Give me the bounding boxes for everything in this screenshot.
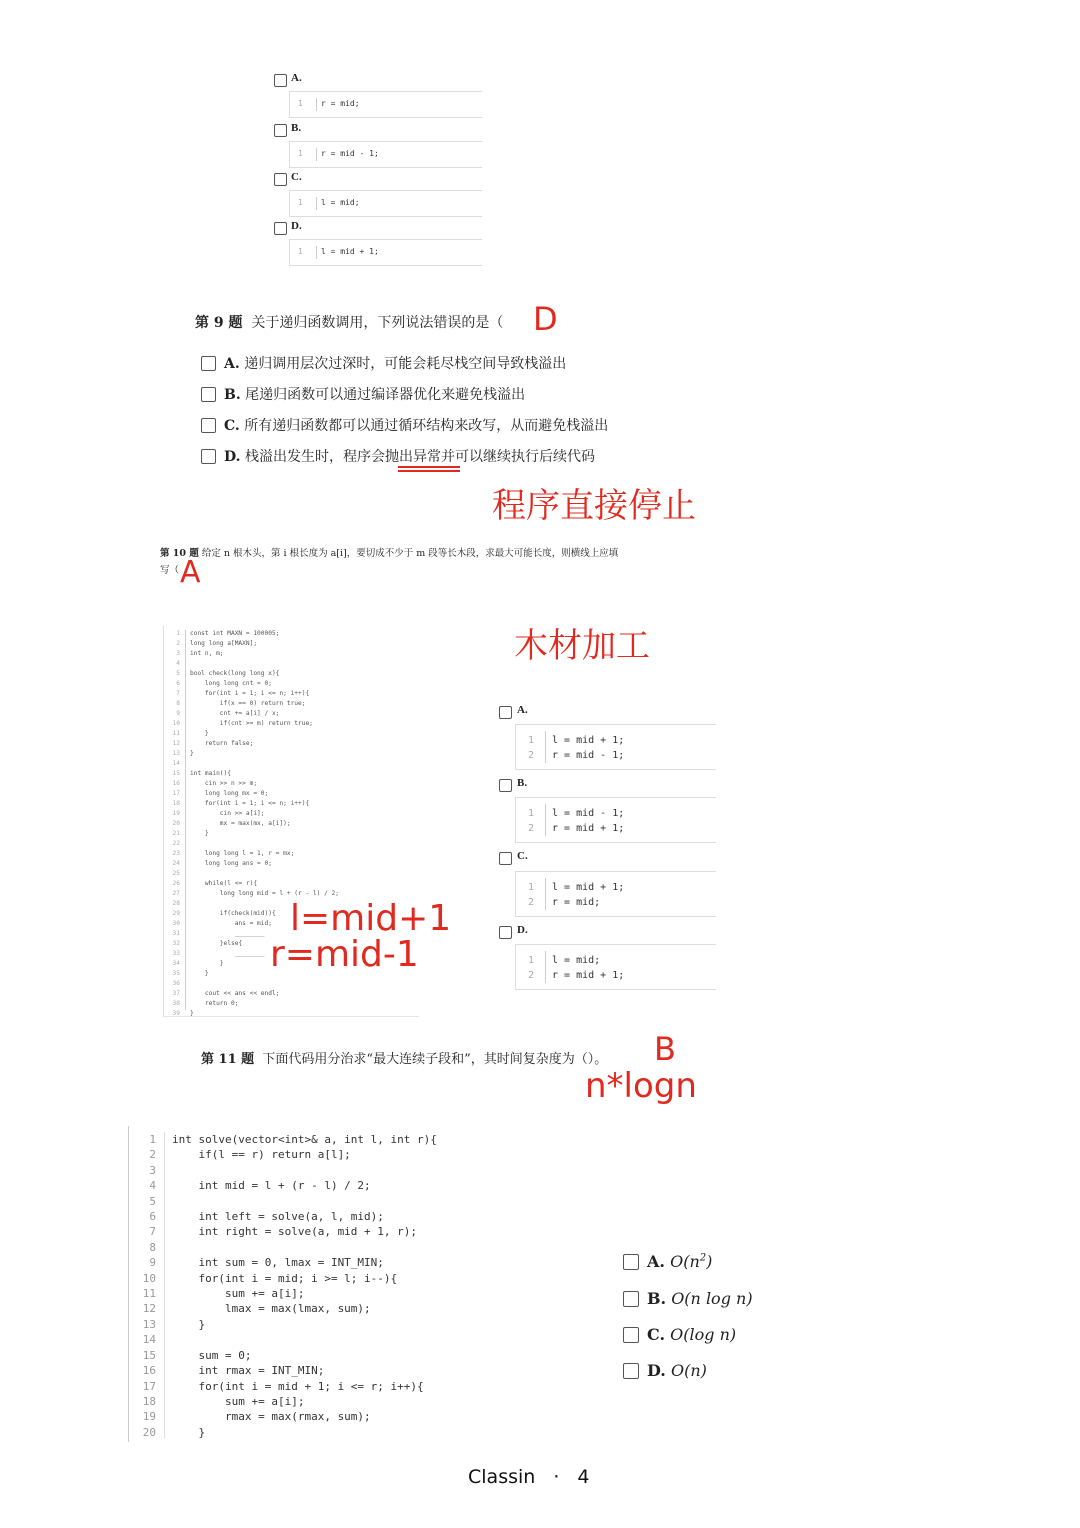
q11-option-b-checkbox[interactable] bbox=[623, 1291, 639, 1307]
q11-option-a[interactable]: A. $O(n^2)$ bbox=[623, 1252, 712, 1271]
q8-option-c-code: 1 l = mid; bbox=[289, 190, 482, 217]
q8-option-a-checkbox[interactable] bbox=[274, 74, 287, 87]
q10-option-c-label: C. bbox=[517, 850, 528, 862]
q9-option-b[interactable]: B. 尾递归函数可以通过编译器优化来避免栈溢出 bbox=[201, 384, 525, 404]
q9-handwritten-note: 程序直接停止 bbox=[492, 486, 696, 526]
q8-option-b-code: 1 r = mid - 1; bbox=[289, 141, 482, 168]
q9-option-b-checkbox[interactable] bbox=[201, 387, 216, 402]
q9-option-a-checkbox[interactable] bbox=[201, 356, 216, 371]
footer-dot: · bbox=[553, 1466, 560, 1488]
q11-handwritten-note: n*logn bbox=[585, 1066, 697, 1106]
q10-option-d-checkbox[interactable] bbox=[499, 926, 512, 939]
q9-number: 第 9 题 bbox=[195, 315, 243, 331]
q11-handwritten-answer: B bbox=[654, 1030, 676, 1068]
q8-option-c-label: C. bbox=[291, 171, 302, 183]
q10-handwritten-title: 木材加工 bbox=[514, 626, 650, 666]
q11-option-c[interactable]: C. O(log n) bbox=[623, 1325, 736, 1344]
q10-option-d-label: D. bbox=[517, 924, 528, 936]
q10-handwritten-answer: A bbox=[180, 555, 201, 590]
q8-option-d-label: D. bbox=[291, 220, 302, 232]
q9-handwritten-answer: D bbox=[533, 300, 558, 338]
q11-code-block bbox=[128, 1126, 449, 1442]
q9-underline-2 bbox=[398, 470, 460, 472]
q11-option-c-checkbox[interactable] bbox=[623, 1327, 639, 1343]
q11-option-d-checkbox[interactable] bbox=[623, 1363, 639, 1379]
q8-option-a-label: A. bbox=[291, 72, 302, 84]
q8-option-c-checkbox[interactable] bbox=[274, 173, 287, 186]
q9-question-text: 关于递归函数调用，下列说法错误的是（ bbox=[251, 315, 504, 331]
q8-option-b-label: B. bbox=[291, 122, 302, 134]
q9-underline-1 bbox=[398, 466, 460, 468]
q8-option-d-code: 1 l = mid + 1; bbox=[289, 239, 482, 266]
q10-question-line1: 第 10 题 给定 n 根木头，第 i 根长度为 a[i]，要切成不少于 m 段等长木段，求最大可能长度，则横线上应填 bbox=[160, 548, 619, 559]
q10-option-b-code: 1 2 l = mid - 1; r = mid + 1; bbox=[515, 797, 716, 843]
q10-number: 第 10 题 bbox=[160, 548, 199, 559]
footer-page: 4 bbox=[577, 1466, 590, 1488]
q10-question-line2: 写（ bbox=[160, 565, 180, 576]
q9-option-d-checkbox[interactable] bbox=[201, 449, 216, 464]
q11-code-line-numbers: 1 2 3 4 5 6 7 8 9 10 11 12 13 14 15 16 17 18 19 20 bbox=[142, 1133, 156, 1439]
q11-code-text: int solve(vector<int>& a, int l, int r){ if(l == r) return a[l]; int mid = l + (r - l) / 2; int left = solve(a, l, mid); int right = solve(a, mid + 1, r); int sum = 0, lmax = INT_MIN; for(int i = mid; i >= l; i--){ sum += a[i]; lmax = max(lmax, sum); } sum = 0; int rmax = INT_MIN; for(int i = mid + 1; i <= r; i++){ sum += a[i]; rmax = max(rmax, sum); } bbox=[172, 1133, 437, 1439]
q10-code-text: const int MAXN = 100005; long long a[MAXN]; int n, m; bool check(long long x){ long long cnt = 0; for(int i = 1; i <= n; i++){ if(x == 0) return true; cnt += a[i] / x; if(cnt >= m) return true; } return false; } int main(){ cin >> n >> m; long long mx = 0; for(int i = 1; i <= n; i++){ cin >> a[i]; mx = max(mx, a[i]); } long long l = 1, r = mx; long long ans = 0; while(l <= r){ long long mid = l + (r - l) / 2; if(check(mid)){ ans = mid; ________ }else{ ________ } } cout << ans << endl; return 0; } bbox=[190, 630, 340, 1017]
q8-option-b-checkbox[interactable] bbox=[274, 124, 287, 137]
q11-option-b[interactable]: B. O(n log n) bbox=[623, 1289, 753, 1308]
q10-option-b-checkbox[interactable] bbox=[499, 779, 512, 792]
q10-option-d-code: 1 2 l = mid; r = mid + 1; bbox=[515, 944, 716, 990]
q9-option-d-underlined: 抛出异常 bbox=[384, 449, 441, 465]
q11-option-d[interactable]: D. O(n) bbox=[623, 1361, 707, 1380]
q10-option-a-checkbox[interactable] bbox=[499, 706, 512, 719]
q11-number: 第 11 题 bbox=[201, 1052, 255, 1067]
footer bbox=[468, 1466, 590, 1488]
q9-option-a[interactable]: A. 递归调用层次过深时，可能会耗尽栈空间导致栈溢出 bbox=[201, 353, 566, 373]
q8-option-a-code: 1 r = mid; bbox=[289, 91, 482, 118]
q9-option-c[interactable]: C. 所有递归函数都可以通过循环结构来改写，从而避免栈溢出 bbox=[201, 415, 608, 435]
q9-option-d[interactable]: D. 栈溢出发生时，程序会抛出异常并可以继续执行后续代码 bbox=[201, 446, 595, 466]
q10-option-c-code: 1 2 l = mid + 1; r = mid; bbox=[515, 871, 716, 917]
q10-option-a-label: A. bbox=[517, 704, 528, 716]
q11-option-a-checkbox[interactable] bbox=[623, 1254, 639, 1270]
q10-code-line-numbers: 1 2 3 4 5 6 7 8 9 10 11 12 13 14 15 16 17 18 19 20 21 22 23 24 25 26 27 28 29 30 31 32 33 34 35 36 37 38 39 bbox=[172, 630, 180, 1017]
q10-option-b-label: B. bbox=[517, 777, 528, 789]
q8-option-d-checkbox[interactable] bbox=[274, 222, 287, 235]
q10-handwritten-l: l=mid+1 bbox=[290, 898, 452, 939]
q10-option-c-checkbox[interactable] bbox=[499, 852, 512, 865]
q10-handwritten-r: r=mid-1 bbox=[270, 934, 419, 975]
footer-brand: Classin bbox=[468, 1466, 536, 1488]
q10-option-a-code: 1 2 l = mid + 1; r = mid - 1; bbox=[515, 724, 716, 770]
q11-question: 第 11 题 下面代码用分治求“最大连续子段和”，其时间复杂度为（）。 bbox=[201, 1052, 608, 1067]
q9-option-c-checkbox[interactable] bbox=[201, 418, 216, 433]
q9-question bbox=[195, 312, 503, 332]
